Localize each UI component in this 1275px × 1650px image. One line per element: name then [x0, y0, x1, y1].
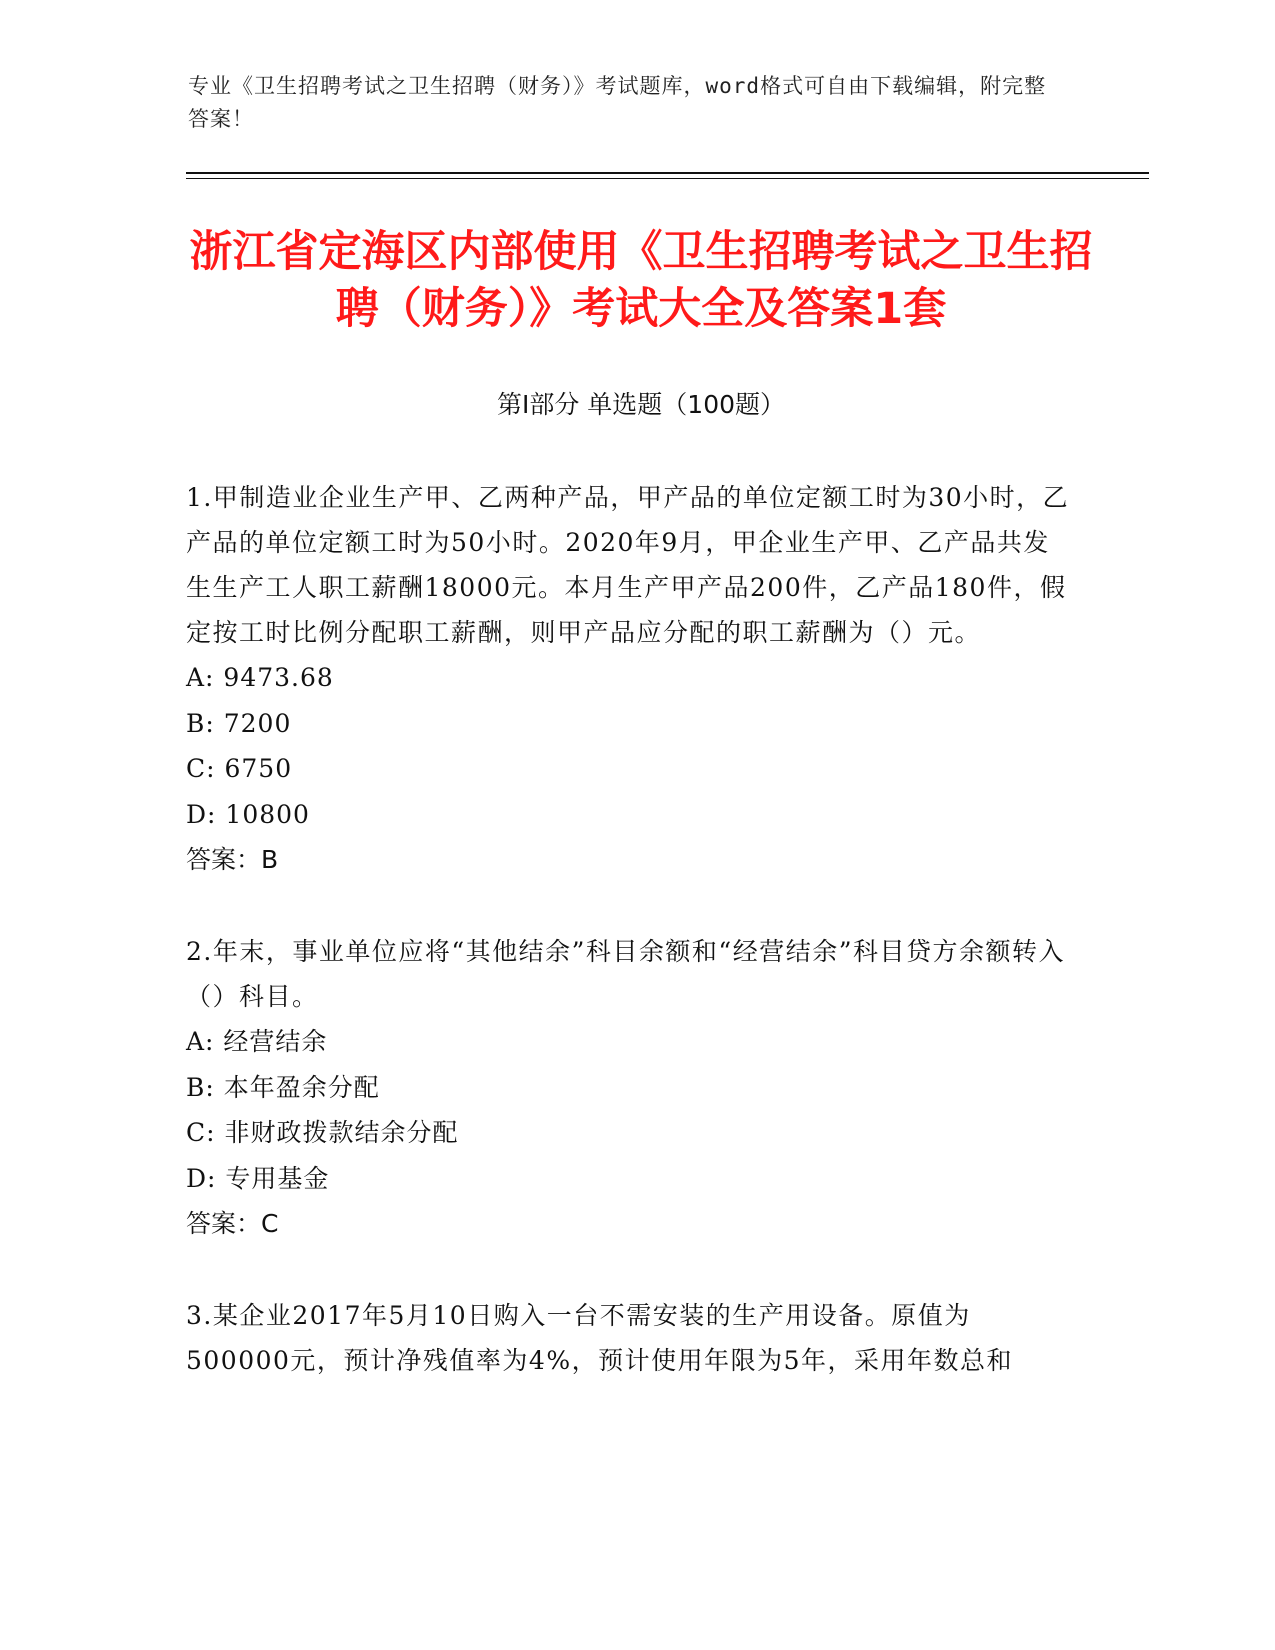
question-text: 2.年末，事业单位应将“其他结余”科目余额和“经营结余”科目贷方余额转入（）科目。: [186, 937, 1065, 1011]
answer-label: 答案：B: [186, 845, 279, 874]
option-d: D: 10800: [186, 799, 310, 829]
option-a: A: 9473.68: [186, 663, 334, 692]
option-b: B: 7200: [186, 708, 292, 738]
question-text: 1.甲制造业企业生产甲、乙两种产品，甲产品的单位定额工时为30小时，乙产品的单位定额工时为50小时。2020年9月，甲企业生产甲、乙产品共发生生产工人职工薪酬18000元。本月生产甲产品200件，乙产品180件，假定按工时比例分配职工薪酬，则甲产品应分配的职工薪酬为（）元。: [186, 483, 1070, 647]
header-note: 专业《卫生招聘考试之卫生招聘（财务）》考试题库，word格式可自由下载编辑，附完整答案！: [188, 74, 1047, 131]
question-item: [186, 475, 1071, 882]
question-text: 3.某企业2017年5月10日购入一台不需安装的生产用设备。原值为500000元，预计净残值率为4%，预计使用年限为5年，采用年数总和: [186, 1301, 1014, 1375]
option-c: C: 6750: [186, 754, 293, 783]
option-b: B: 本年盈余分配: [186, 1072, 380, 1102]
answer-label: 答案：C: [186, 1209, 279, 1238]
header-divider-bottom: [186, 178, 1149, 179]
question-list: [186, 475, 1071, 1430]
section-heading: 第Ⅰ部分 单选题（100题）: [496, 390, 786, 419]
option-a: A: 经营结余: [186, 1027, 328, 1056]
document-title: 浙江省定海区内部使用《卫生招聘考试之卫生招聘（财务）》考试大全及答案1套: [189, 227, 1093, 334]
header-divider-top: [186, 172, 1149, 174]
question-item: [186, 1293, 1071, 1383]
option-d: D: 专用基金: [186, 1163, 330, 1193]
option-c: C: 非财政拨款结余分配: [186, 1118, 459, 1147]
question-item: [186, 929, 1071, 1246]
